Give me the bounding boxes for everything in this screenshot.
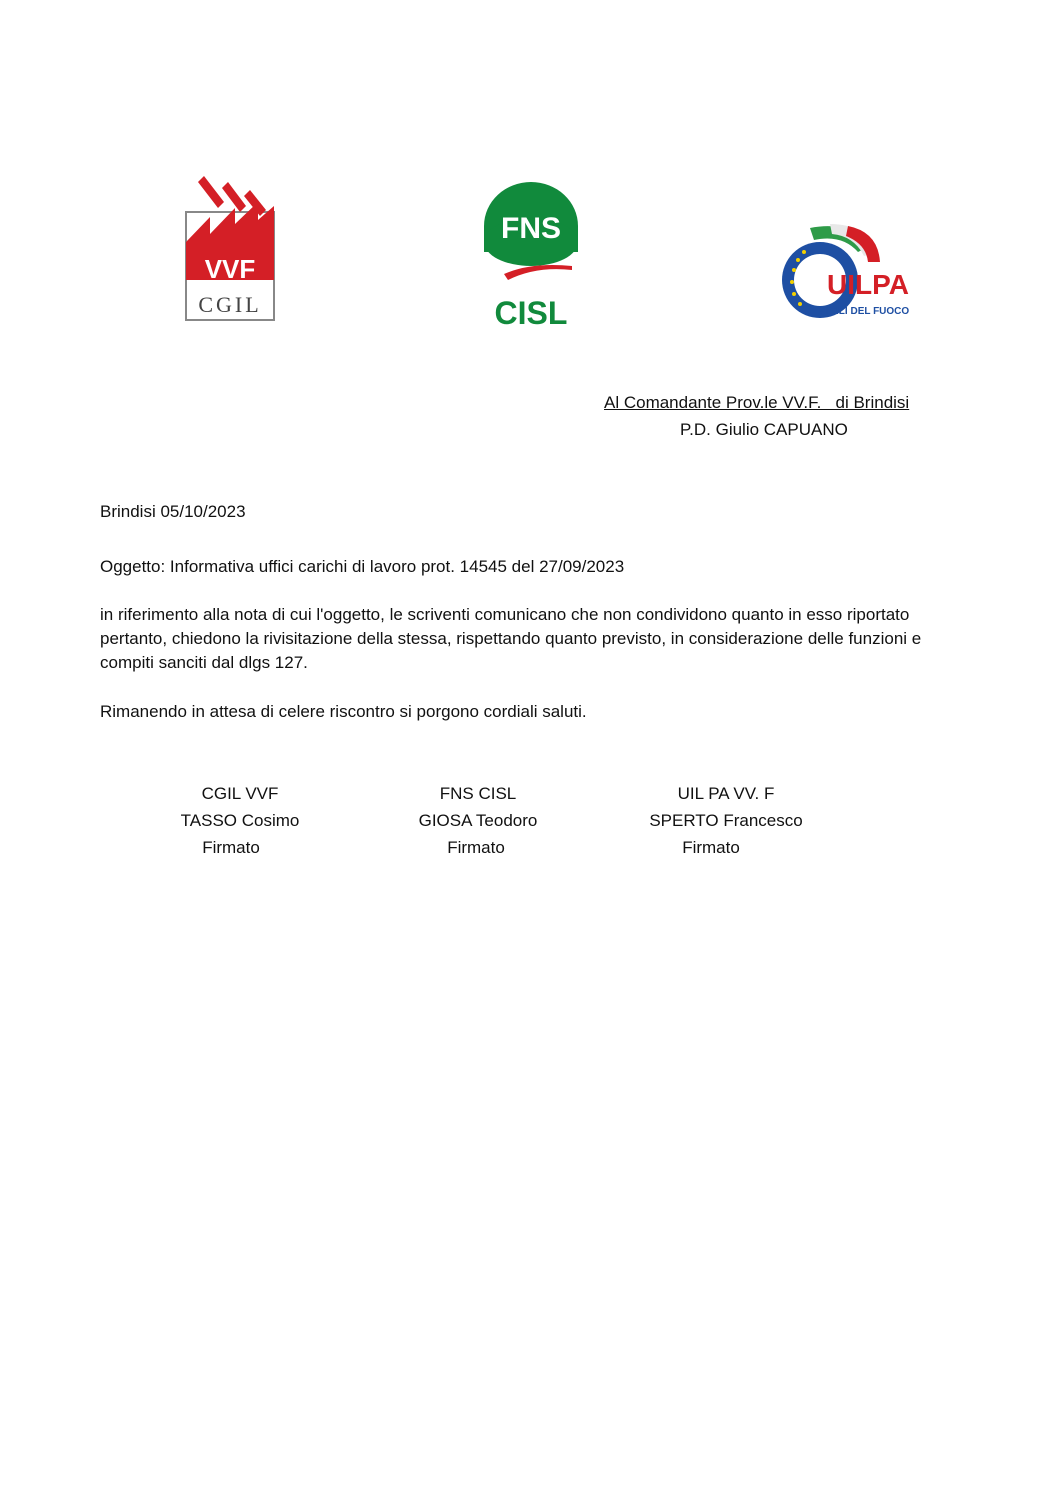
- signature-org: CGIL VVF: [201, 784, 279, 803]
- fns-cisl-logo: [476, 182, 586, 332]
- closing-line: Rimanendo in attesa di celere riscontro si porgono cordiali saluti.: [100, 702, 587, 721]
- signature-status: Firmato: [202, 838, 260, 857]
- signature-org: FNS CISL: [439, 784, 517, 803]
- cgil-vvf-logo: [180, 172, 280, 324]
- signature-status: Firmato: [447, 838, 505, 857]
- svg-text:VIGILI DEL FUOCO: VIGILI DEL FUOCO: [818, 306, 910, 317]
- svg-text:FNS: FNS: [501, 212, 561, 245]
- signature-block-fns: [408, 780, 548, 861]
- body-line: pertanto, chiedono la rivisitazione della stessa, rispettando quanto previsto, in considerazione delle funzioni e: [100, 629, 922, 648]
- place-date: Brindisi 05/10/2023: [100, 502, 246, 521]
- body-paragraph: [100, 603, 980, 675]
- addressee-line-2: P.D. Giulio CAPUANO: [680, 420, 848, 439]
- body-line: in riferimento alla nota di cui l'oggetto, le scriventi comunicano che non condividono quanto in esso riportato: [100, 605, 910, 624]
- svg-text:UILPA: UILPA: [827, 269, 909, 300]
- signature-name: GIOSA Teodoro: [418, 811, 538, 830]
- svg-text:CISL: CISL: [494, 295, 568, 331]
- signature-name: TASSO Cosimo: [180, 811, 300, 830]
- signature-name: SPERTO Francesco: [649, 811, 803, 830]
- svg-text:CGIL: CGIL: [198, 292, 262, 317]
- signature-org: UIL PA VV. F: [677, 784, 775, 803]
- signature-status: Firmato: [682, 838, 740, 857]
- body-line: compiti sanciti dal dlgs 127.: [100, 653, 308, 672]
- subject-line: Oggetto: Informativa uffici carichi di lavoro prot. 14545 del 27/09/2023: [100, 557, 625, 576]
- addressee-line-1: Al Comandante Prov.le VV.F. di Brindisi: [604, 393, 910, 412]
- signature-block-uil: [640, 780, 812, 861]
- svg-text:VVF: VVF: [204, 254, 256, 284]
- uilpa-logo: [780, 222, 912, 328]
- signature-block-cgil: [170, 780, 310, 861]
